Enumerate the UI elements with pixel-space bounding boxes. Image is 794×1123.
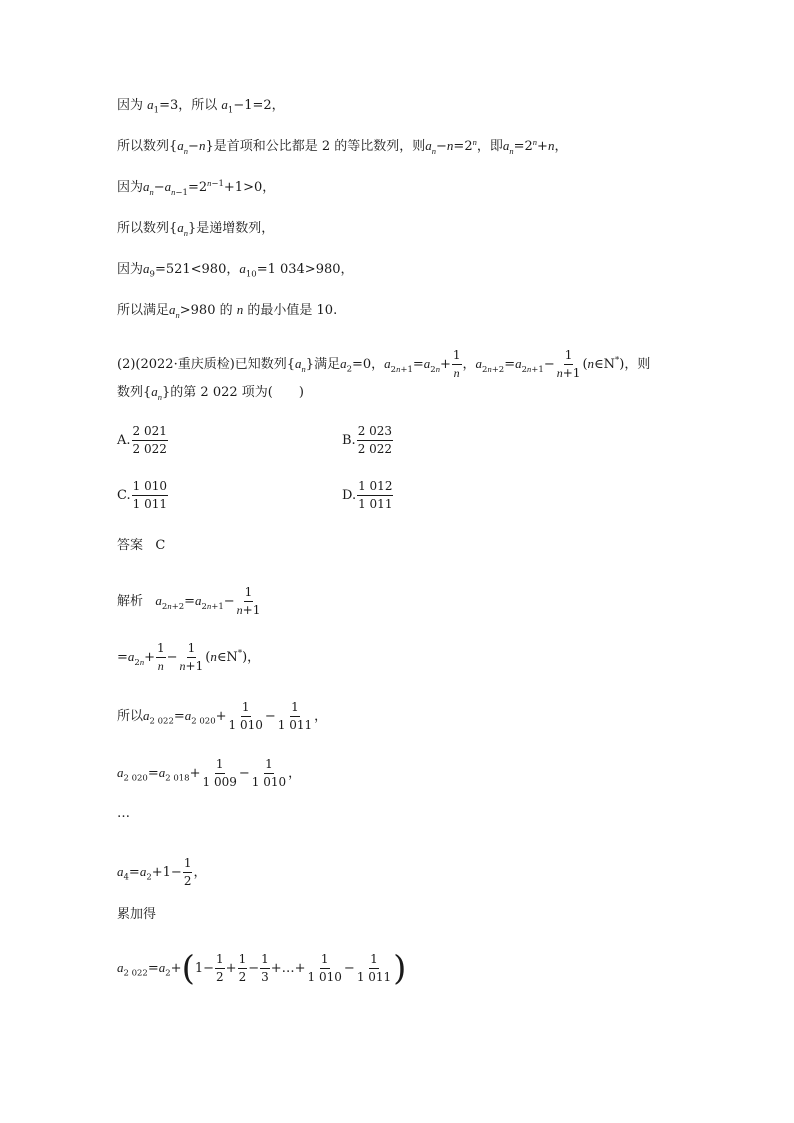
- question-line-2: 数列$\{a_n\}$的第 2 022 项为( ): [117, 384, 304, 402]
- line-6: 所以满足$a_n>980$ 的 n 的最小值是 10.: [117, 302, 338, 320]
- answer-line: 答案 C: [117, 538, 166, 553]
- line-3: 因为$a_n-a_{n-1}=2^{n-1}+1>0$，: [117, 177, 276, 198]
- sum-label: 累加得: [117, 907, 157, 922]
- option-d[interactable]: D. $\frac{1 012}{1 011}$: [342, 479, 393, 511]
- option-a[interactable]: A. $\frac{2 021}{2 022}$: [117, 424, 167, 456]
- line-1: 因为 $a_1=3$，所以 $a_1-1=2$，: [117, 97, 285, 116]
- line-4: 所以数列$\{a_n\}$是递增数列，: [117, 220, 275, 238]
- option-c[interactable]: C. $\frac{1 010}{1 011}$: [117, 479, 167, 511]
- analysis-line-3: 所以$a_{2 022}=a_{2 020}+$ $\frac{1}{1 010}$ − $\frac{1}{1 011}$ ，: [117, 700, 328, 732]
- question-line-1: (2)(2022·重庆质检)已知数列$\{a_n\}$满足$a_2=0$，$a_{2n+1}=a_{2n}+$ $\frac{1}{n}$ ，$a_{2n+2}=a_{2n+1}-$ $\frac{1}{n+1}$ (n∈N*)，则: [117, 348, 651, 380]
- analysis-line-2: $=a_{2n}+$ $\frac{1}{n}$ − $\frac{1}{n+1}$ (n∈N*)，: [117, 641, 261, 673]
- analysis-line-5: $a_4=a_2+1-$ $\frac{1}{2}$ ，: [117, 856, 207, 888]
- option-b[interactable]: B. $\frac{2 023}{2 022}$: [342, 424, 393, 456]
- sum-formula: $a_{2 022}=a_2+(1-$ $\frac{1}{2}$ + $\frac{1}{2}$ − $\frac{1}{3}$ +…+ $\frac{1}{1 010}$ − $\frac{1}{1 011}$ ): [117, 948, 407, 989]
- analysis-line-4: $a_{2 020}=a_{2 018}+$ $\frac{1}{1 009}$ − $\frac{1}{1 010}$ ，: [117, 757, 302, 789]
- analysis-line-1: 解析 $a_{2n+2}=a_{2n+1}-$ $\frac{1}{n+1}$: [117, 585, 261, 617]
- line-5: 因为$a_9=521<980$，$a_{10}=1$ 034>980，: [117, 261, 354, 280]
- line-2: 所以数列$\{a_n-n\}$是首项和公比都是 2 的等比数列，则$a_n-n=2^n$，即$a_n=2^n+n$，: [117, 136, 568, 156]
- ellipsis-line: …: [117, 806, 130, 821]
